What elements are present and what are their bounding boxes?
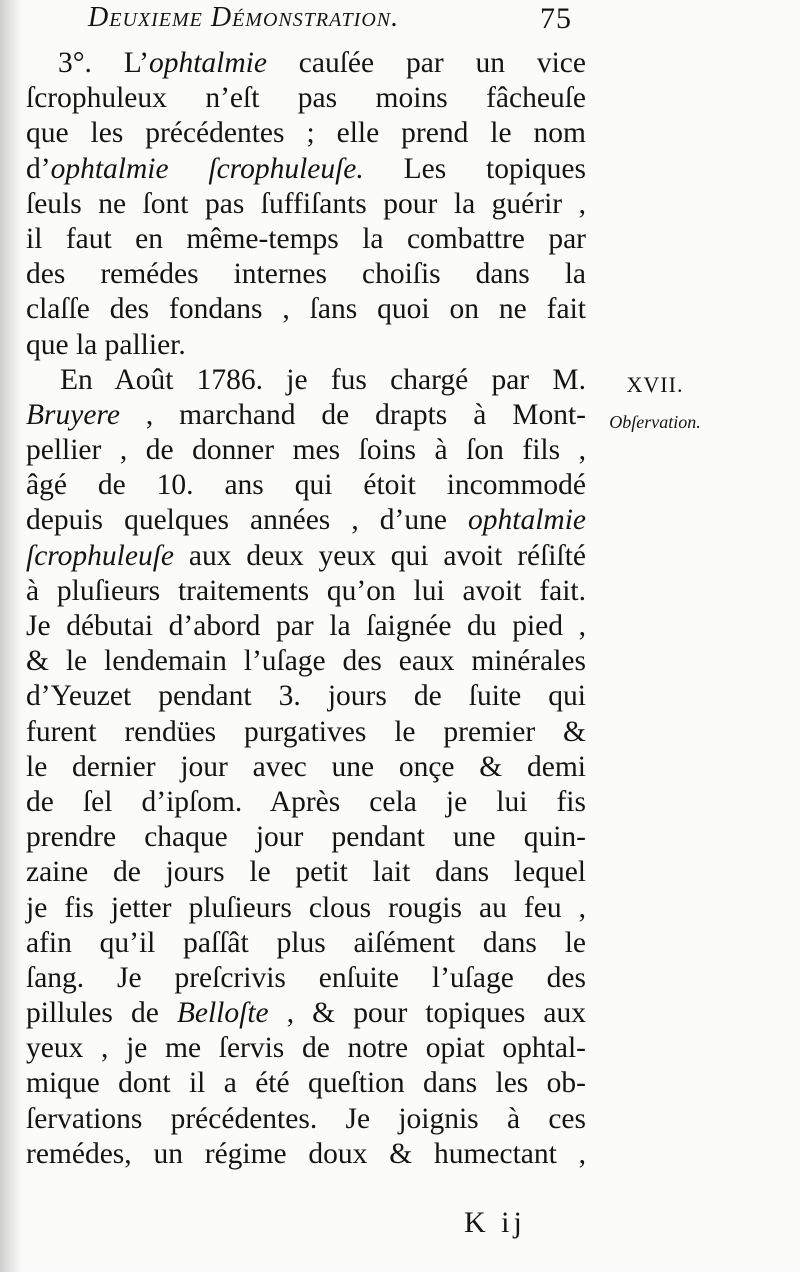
italic-text-run: ophtalmie (468, 504, 586, 537)
text-run: furent rendües purgatives le premier & (26, 715, 586, 748)
page-number: 75 (540, 2, 572, 35)
text-run: des remédes internes choiſis dans la (26, 258, 586, 291)
text-line (26, 715, 586, 750)
text-run: il faut en même-temps la combattre par (26, 222, 586, 255)
text-line (26, 116, 586, 151)
text-run: ſcrophuleux n’eſt pas moins fâcheuſe (26, 82, 586, 115)
text-run: âgé de 10. ans qui étoit incommodé (26, 469, 586, 502)
text-line (26, 1066, 586, 1101)
text-line (26, 152, 586, 187)
text-line (26, 1102, 586, 1137)
gutter-shadow (0, 0, 22, 1272)
text-line (26, 679, 586, 714)
text-run: aux deux yeux qui avoit réſiſté (174, 539, 586, 572)
text-run: ſervations précédentes. Je joignis à ces (26, 1102, 586, 1135)
text-run: le dernier jour avec une onçe & demi (26, 750, 586, 783)
text-line (26, 539, 586, 574)
text-run: mique dont il a été queſtion dans les ob- (26, 1067, 586, 1100)
text-run: depuis quelques années , d’une (26, 504, 468, 537)
text-line (26, 750, 586, 785)
text-line (26, 891, 586, 926)
text-line (26, 433, 586, 468)
text-run: En Août 1786. je fus chargé par M. (60, 363, 586, 396)
text-run: je fis jetter pluſieurs clous rougis au feu , (26, 891, 586, 924)
running-head (88, 2, 588, 42)
text-run: remédes, un régime doux & humectant , (26, 1137, 586, 1170)
italic-text-run: ſcrophuleuſe (26, 539, 175, 572)
text-line (26, 468, 586, 503)
text-run: 3°. (58, 47, 124, 79)
text-line (26, 1031, 586, 1066)
text-line (26, 574, 586, 609)
text-line (26, 820, 586, 855)
text-run: pillules de (26, 997, 177, 1030)
italic-text-run: Bruyere (26, 398, 120, 431)
text-line (26, 46, 586, 81)
margin-observation-number: XVII. (626, 372, 684, 397)
text-line (26, 785, 586, 820)
text-run: que la pallier. (26, 328, 186, 361)
text-run: de ſel d’ipſom. Après cela je lui fis (26, 785, 586, 818)
text-run: L’ (123, 47, 149, 79)
text-run: Les topiques (363, 152, 586, 185)
text-line (26, 328, 586, 363)
text-run: que les précédentes ; elle prend le nom (26, 117, 586, 150)
text-run: ſeuls ne ſont pas ſuffiſants pour la guérir , (26, 187, 586, 220)
text-line (26, 644, 586, 679)
text-line (26, 961, 586, 996)
italic-text-run: ophtalmie (148, 47, 267, 79)
text-run: , & pour topiques aux (268, 997, 586, 1030)
text-line (26, 398, 586, 433)
text-run: , marchand de drapts à Mont- (119, 398, 586, 431)
text-run: cauſée par un vice (266, 47, 586, 79)
text-run: & le lendemain l’uſage des eaux minérales (26, 645, 586, 678)
text-line (26, 363, 586, 398)
text-line (26, 222, 586, 257)
text-line (26, 609, 586, 644)
text-run: à pluſieurs traitements qu’on lui avoit fait. (26, 574, 586, 607)
text-line (26, 81, 586, 116)
running-head-title: Deuxieme Démonstration. (88, 2, 400, 33)
signature-mark: K ij (464, 1206, 526, 1239)
italic-text-run: Belloſte (176, 997, 269, 1030)
text-line (26, 855, 586, 890)
text-line (26, 187, 586, 222)
text-run: zaine de jours le petit lait dans lequel (26, 856, 586, 889)
text-line (26, 503, 586, 538)
text-run: ſang. Je preſcrivis enſuite l’uſage des (26, 961, 586, 994)
text-run: pellier , de donner mes ſoins à ſon fils , (26, 434, 586, 467)
text-line (26, 292, 586, 327)
text-run: d’ (26, 152, 51, 185)
text-line (26, 926, 586, 961)
text-run: prendre chaque jour pendant une quin- (26, 821, 586, 854)
text-line (26, 996, 586, 1031)
text-run: afin qu’il paſſât plus aiſément dans le (26, 926, 586, 959)
body-text (26, 46, 586, 1172)
text-run: claſſe des fondans , ſans quoi on ne fait (26, 293, 586, 326)
text-line (26, 257, 586, 292)
text-line (26, 1137, 586, 1172)
italic-text-run: ophtalmie ſcrophuleuſe. (50, 152, 364, 185)
text-run: yeux , je me ſervis de notre opiat ophtal- (26, 1032, 586, 1065)
margin-observation-label: Obſervation. (609, 412, 701, 432)
text-run: d’Yeuzet pendant 3. jours de ſuite qui (26, 680, 586, 713)
text-run: Je débutai d’abord par la ſaignée du pied , (26, 610, 586, 642)
